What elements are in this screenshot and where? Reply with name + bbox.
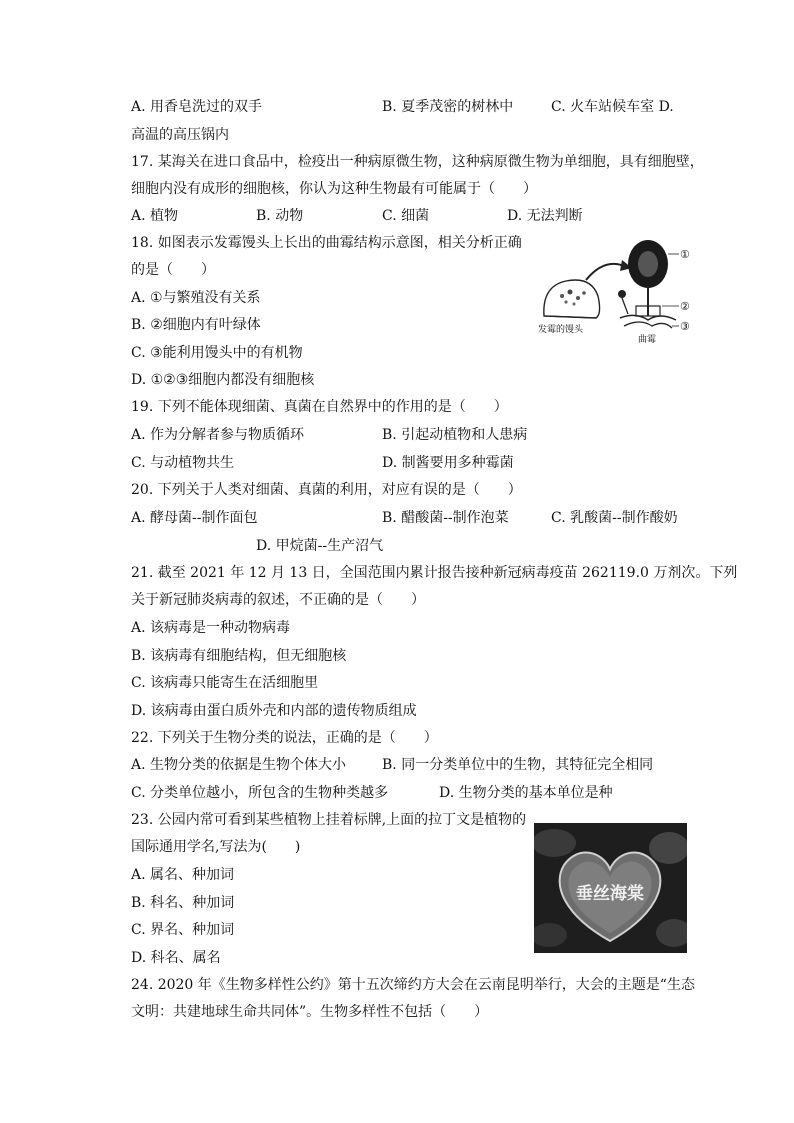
q18-option-a: A. ①与繁殖没有关系: [131, 290, 261, 306]
q16-option-a: A. 用香皂洗过的双手: [131, 99, 263, 115]
q20-option-d: D. 甲烷菌--生产沼气: [256, 538, 384, 554]
q20-option-b: B. 醋酸菌--制作泡菜: [382, 510, 509, 526]
q22-option-b: B. 同一分类单位中的生物，其特征完全相同: [382, 757, 654, 773]
q23-stem-1: 23. 公园内常可看到某些植物上挂着标牌,上面的拉丁文是植物的: [131, 812, 527, 828]
q21-option-b: B. 该病毒有细胞结构，但无细胞核: [131, 648, 347, 664]
q24-stem-2: 文明：共建地球生命共同体”。生物多样性不包括（ ）: [131, 1004, 489, 1020]
q17-option-d: D. 无法判断: [507, 208, 583, 224]
marker-3: ③: [680, 320, 690, 333]
q16-option-c-d: C. 火车站候车室 D.: [551, 99, 674, 115]
q22-option-d: D. 生物分类的基本单位是种: [439, 785, 613, 801]
q21-option-d: D. 该病毒由蛋白质外壳和内部的遗传物质组成: [131, 703, 417, 719]
mantou-label: 发霉的馒头: [538, 325, 584, 335]
q23-option-d: D. 科名、属名: [131, 950, 221, 966]
mold-structure-figure: [536, 236, 696, 346]
q17-stem-2: 细胞内没有成形的细胞核，你认为这种生物最有可能属于（ ）: [131, 181, 537, 197]
q24-stem-1: 24. 2020 年《生物多样性公约》第十五次缔约方大会在云南昆明举行，大会的主题是“生态: [131, 977, 695, 993]
q18-option-c: C. ③能利用馒头中的有机物: [131, 345, 303, 361]
q23-stem-2: 国际通用学名,写法为( ): [131, 839, 301, 855]
sign-text: 垂丝海棠: [576, 884, 644, 904]
q22-option-a: A. 生物分类的依据是生物个体大小: [131, 757, 347, 773]
q19-option-a: A. 作为分解者参与物质循环: [131, 427, 305, 443]
aspergillus-drawing: [618, 240, 676, 328]
q21-stem-2: 关于新冠肺炎病毒的叙述，不正确的是（ ）: [131, 592, 425, 608]
q23-option-c: C. 界名、种加词: [131, 922, 235, 938]
q20-option-c: C. 乳酸菌--制作酸奶: [551, 510, 678, 526]
marker-1: ①: [680, 248, 690, 261]
q16-option-b: B. 夏季茂密的树林中: [382, 99, 514, 115]
q22-stem: 22. 下列关于生物分类的说法，正确的是（ ）: [131, 730, 438, 746]
q18-stem-2: 的是（ ）: [131, 262, 215, 278]
q17-option-a: A. 植物: [131, 208, 179, 224]
arrow-icon: [586, 264, 624, 280]
marker-2: ②: [680, 300, 690, 313]
mouldy-mantou-drawing: [544, 280, 600, 318]
q17-option-b: B. 动物: [256, 208, 304, 224]
q21-stem-1: 21. 截至 2021 年 12 月 13 日，全国范围内累计报告接种新冠病毒疫苗 262119.0 万剂次。下列: [131, 565, 738, 581]
q18-option-d: D. ①②③细胞内都没有细胞核: [131, 372, 315, 388]
q17-stem-1: 17. 某海关在进口食品中，检疫出一种病原微生物，这种病原微生物为单细胞，具有细胞壁，: [131, 154, 704, 170]
q23-option-a: A. 属名、种加词: [131, 867, 235, 883]
mold-label: 曲霉: [638, 335, 657, 345]
q19-option-d: D. 制酱要用多种霉菌: [382, 455, 514, 471]
q21-option-a: A. 该病毒是一种动物病毒: [131, 620, 291, 636]
q19-stem: 19. 下列不能体现细菌、真菌在自然界中的作用的是（ ）: [131, 399, 508, 415]
q18-option-b: B. ②细胞内有叶绿体: [131, 317, 261, 333]
q16-option-d-cont: 高温的高压锅内: [131, 127, 229, 143]
q19-option-c: C. 与动植物共生: [131, 455, 235, 471]
plant-sign-photo: [534, 823, 687, 953]
q19-option-b: B. 引起动植物和人患病: [382, 427, 528, 443]
q17-option-c: C. 细菌: [382, 208, 430, 224]
q22-option-c: C. 分类单位越小，所包含的生物种类越多: [131, 785, 389, 801]
q20-option-a: A. 酵母菌--制作面包: [131, 510, 258, 526]
q21-option-c: C. 该病毒只能寄生在活细胞里: [131, 675, 319, 691]
q18-stem-1: 18. 如图表示发霉馒头上长出的曲霉结构示意图，相关分析正确: [131, 235, 522, 251]
q20-stem: 20. 下列关于人类对细菌、真菌的利用，对应有误的是（ ）: [131, 482, 522, 498]
q23-option-b: B. 科名、种加词: [131, 895, 235, 911]
